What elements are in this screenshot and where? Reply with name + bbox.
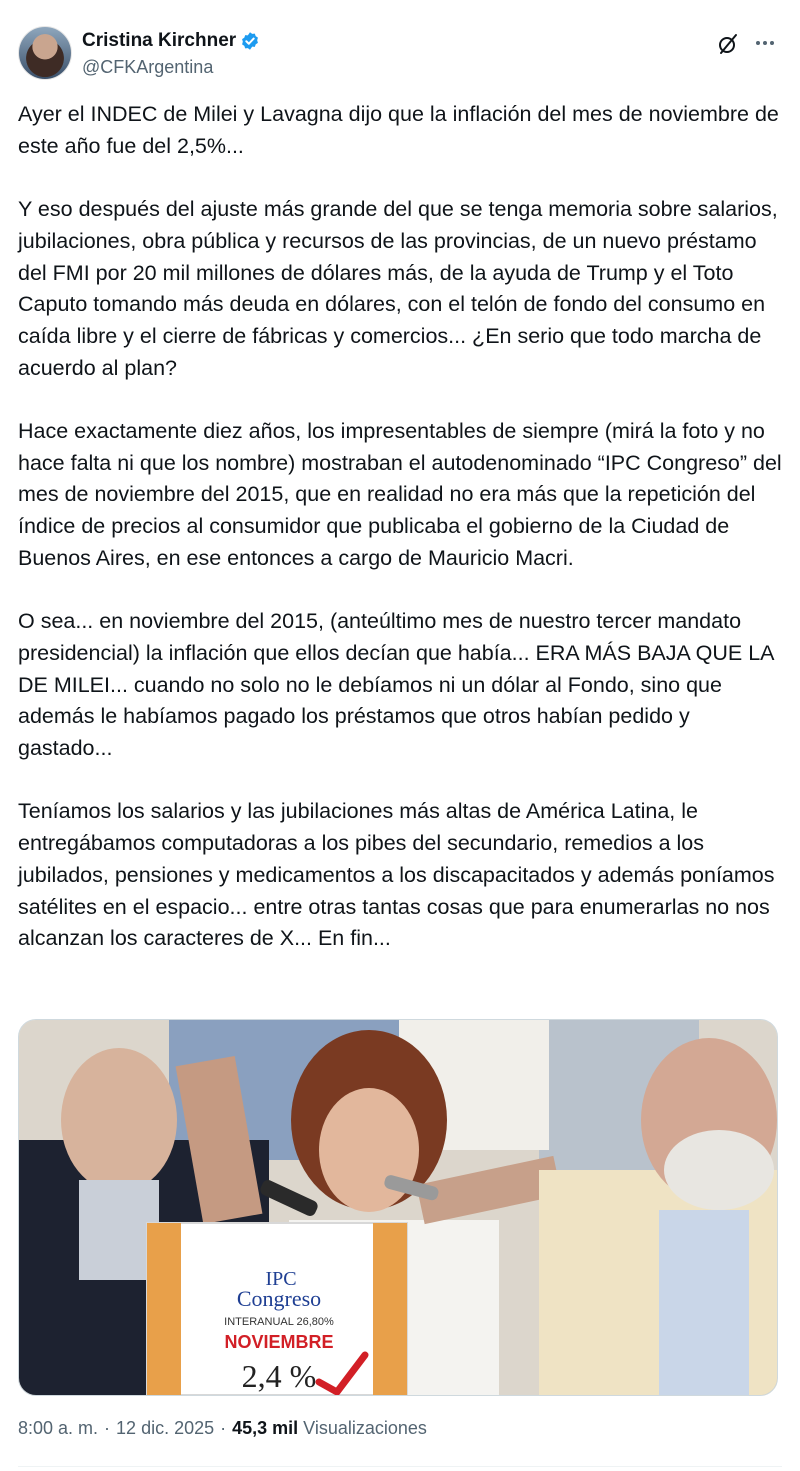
sign-line-congreso: Congreso bbox=[236, 1286, 322, 1311]
sign-line-interanual: INTERANUAL 26,80% bbox=[224, 1316, 334, 1328]
tweet-paragraph-2: Y eso después del ajuste más grande del que se tenga memoria sobre salarios, jubilaciones, obra pública y recursos de las provincias, de un nuevo préstamo del FMI por 20 mil millones de dólares más, de la ayuda de Trump y el Toto Caputo tomando más deuda en dólares, con el telón de fondo del consumo en caída libre y el cierre de fábricas y comercios... ¿En serio que todo marcha de acuerdo al plan? bbox=[18, 197, 778, 380]
tweet-date[interactable]: 12 dic. 2025 bbox=[116, 1418, 215, 1438]
sign-line-noviembre: NOVIEMBRE bbox=[224, 1332, 334, 1352]
sign-line-ipc: IPC bbox=[265, 1268, 297, 1290]
tweet-footer bbox=[18, 1418, 427, 1439]
author-display-name[interactable]: Cristina Kirchner bbox=[82, 30, 237, 51]
tweet-paragraph-3: Hace exactamente diez años, los impresentables de siempre (mirá la foto y no hace falta ni que los nombre) mostraban el autodenominado “IPC Congreso” del mes de noviembre del 2015, que en realidad no era más que la repetición del índice de precios al consumidor que publicaba el gobierno de la Ciudad de Buenos Aires, en ese entonces a cargo de Mauricio Macri. bbox=[18, 419, 782, 570]
author-avatar[interactable] bbox=[18, 26, 72, 80]
photo-illustration bbox=[19, 1020, 777, 1395]
slashed-circle-icon[interactable] bbox=[716, 32, 740, 56]
tweet-photo[interactable] bbox=[18, 1019, 778, 1396]
tweet-paragraph-4: O sea... en noviembre del 2015, (anteúltimo mes de nuestro tercer mandato presidencial) la inflación que ellos decían que había... ERA MÁS BAJA QUE LA DE MILEI... cuando no solo no le debíamos ni un dólar al Fondo, sino que además le habíamos pagado los préstamos que otros habían pedido y gastado... bbox=[18, 609, 774, 761]
views-label: Visualizaciones bbox=[303, 1418, 427, 1438]
tweet-time[interactable]: 8:00 a. m. bbox=[18, 1418, 99, 1438]
author-handle[interactable]: @CFKArgentina bbox=[82, 57, 214, 77]
tweet-paragraph-5: Teníamos los salarios y las jubilaciones más altas de América Latina, le entregábamos computadoras a los pibes del secundario, remedios a los jubilados, pensiones y medicamentos a los discapacitados y además poníamos satélites en el espacio... entre otras tantas cosas que para enumerarlas no nos alcanzan los caracteres de X... En fin... bbox=[18, 799, 775, 951]
verified-badge-icon[interactable] bbox=[240, 31, 260, 51]
tweet-paragraph-1: Ayer el INDEC de Milei y Lavagna dijo que la inflación del mes de noviembre de este año fue del 2,5%... bbox=[18, 102, 779, 158]
footer-separator: · bbox=[104, 1418, 111, 1438]
tweet-header bbox=[18, 26, 782, 82]
author-name-row bbox=[82, 30, 260, 52]
sign-line-value: 2,4 % bbox=[241, 1358, 317, 1394]
tweet-text bbox=[18, 99, 784, 955]
views-count: 45,3 mil bbox=[232, 1418, 299, 1438]
divider bbox=[18, 1466, 782, 1467]
ellipsis-icon[interactable] bbox=[750, 28, 780, 58]
footer-separator-2: · bbox=[220, 1418, 227, 1438]
